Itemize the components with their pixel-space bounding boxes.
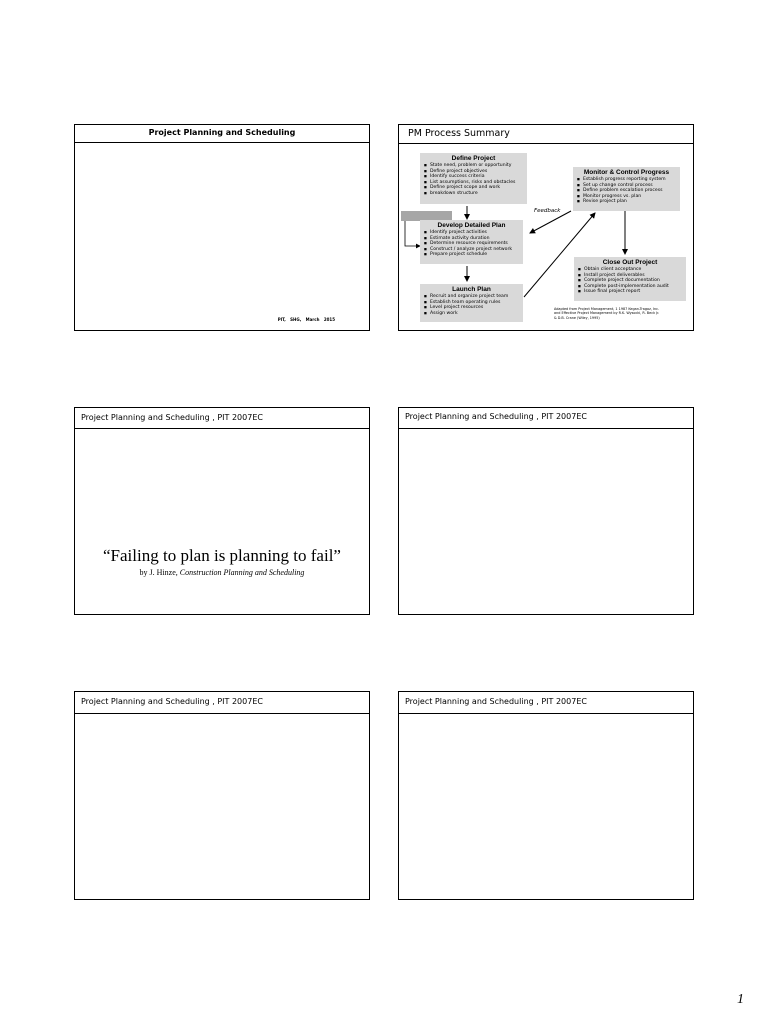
slide-6	[398, 691, 694, 900]
quote-attribution	[75, 568, 369, 577]
slide-2-title: PM Process Summary	[408, 128, 510, 139]
list-item: ■ breakdown structure	[423, 191, 524, 197]
arrow-monitor-feedback	[530, 211, 571, 233]
slide-4-header	[399, 408, 693, 429]
list-item: ■ Monitor progress vs. plan	[576, 194, 677, 200]
credit-line: & D.B. Crane (Wiley, 1995)	[554, 315, 600, 320]
launch-plan-box	[420, 284, 523, 322]
credit-line: Adapted from Project Management, 1 1987 Kegan-Tragoz, Inc.	[554, 307, 660, 311]
slide-2	[398, 124, 694, 331]
monitor-progress-box	[573, 167, 680, 211]
list-item: ■ Issue final project report	[577, 289, 683, 295]
list-item: ■ Assign work	[423, 311, 520, 317]
list-item: ■ Set up change control process	[576, 183, 677, 189]
close-out-box	[574, 257, 686, 301]
quote-text: “Failing to plan is planning to fail”	[103, 546, 341, 565]
develop-plan-box	[420, 220, 523, 264]
arrow-side-loop	[405, 221, 420, 246]
list-item: ■ State need, problem or opportunity	[423, 163, 524, 169]
list-item: ■ Identify success criteria	[423, 174, 524, 180]
list-item: ■ Recruit and organize project team	[423, 294, 520, 300]
credit-note	[554, 307, 659, 320]
list-item: ■ Identify project activities	[423, 230, 520, 236]
define-project-box	[420, 153, 527, 204]
define-project-title: Define Project	[451, 155, 496, 162]
slide-1-footer: PIT, SHG, March 2015	[277, 317, 335, 322]
list-item: ■ Define project objectives	[423, 169, 524, 175]
slide-4	[398, 407, 694, 615]
list-item: ■ Revise project plan	[576, 199, 677, 205]
develop-plan-title: Develop Detailed Plan	[437, 222, 506, 229]
launch-plan-title: Launch Plan	[452, 286, 491, 293]
list-item: ■ Define project scope and work	[423, 185, 524, 191]
list-item: ■ Determine resource requirements	[423, 241, 520, 247]
slide-1-header	[75, 125, 369, 143]
slide-1-title: Project Planning and Scheduling	[148, 128, 296, 137]
list-item: ■ Install project deliverables	[577, 273, 683, 279]
list-item: ■ Level project resources	[423, 305, 520, 311]
slide-6-title: Project Planning and Scheduling , PIT 2007EC	[405, 697, 587, 706]
slide-5-header	[75, 692, 369, 714]
list-item: ■ Obtain client acceptance	[577, 267, 683, 273]
list-item: ■ Construct / analyze project network	[423, 247, 520, 253]
list-item: ■ List assumptions, risks and obstacles	[423, 180, 524, 186]
list-item: ■ Establish team operating rules	[423, 300, 520, 306]
quote-book: Construction Planning and Scheduling	[179, 568, 305, 577]
slide-5	[74, 691, 370, 900]
slide-4-title: Project Planning and Scheduling , PIT 2007EC	[405, 412, 587, 421]
slide-3	[74, 407, 370, 615]
slide-5-title: Project Planning and Scheduling , PIT 2007EC	[81, 697, 263, 706]
list-item: ■ Prepare project schedule	[423, 252, 520, 258]
slide-3-header	[75, 408, 369, 429]
page-number: 1	[737, 992, 744, 1007]
feedback-label: Feedback	[534, 208, 561, 214]
close-out-title: Close Out Project	[602, 259, 658, 266]
monitor-progress-title: Monitor & Control Progress	[583, 169, 670, 176]
list-item: ■ Establish progress reporting system	[576, 177, 677, 183]
slide-6-header	[399, 692, 693, 714]
list-item: ■ Complete post-implementation audit	[577, 284, 683, 290]
list-item: ■ Define problem escalation process	[576, 188, 677, 194]
list-item: ■ Estimate activity duration	[423, 236, 520, 242]
slide-3-title: Project Planning and Scheduling , PIT 2007EC	[81, 413, 263, 422]
credit-line: and Effective Project Management by R.K. Wysocki, R. Beck Jr.	[554, 311, 660, 316]
list-item: ■ Complete project documentation	[577, 278, 683, 284]
quote-author: by J. Hinze,	[139, 568, 180, 577]
slide-1	[74, 124, 370, 331]
